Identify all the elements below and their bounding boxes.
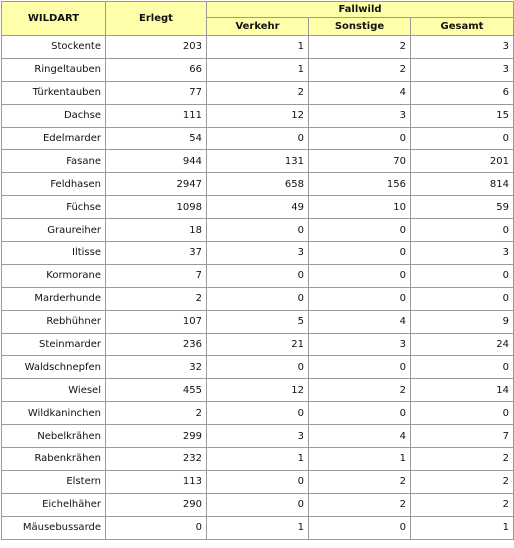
cell-erlegt: 0 [106,516,207,539]
cell-sonstige: 0 [309,242,411,265]
table-row [2,356,514,379]
cell-wildart: Türkentauben [2,81,106,104]
table-row [2,127,514,150]
cell-erlegt: 32 [106,356,207,379]
cell-verkehr: 1 [207,516,309,539]
cell-erlegt: 37 [106,242,207,265]
cell-erlegt: 299 [106,425,207,448]
cell-erlegt: 203 [106,36,207,59]
cell-sonstige: 1 [309,448,411,471]
cell-sonstige: 0 [309,402,411,425]
cell-verkehr: 3 [207,425,309,448]
cell-gesamt: 814 [411,173,514,196]
table-row [2,402,514,425]
cell-verkehr: 0 [207,493,309,516]
cell-sonstige: 3 [309,333,411,356]
cell-wildart: Marderhunde [2,287,106,310]
cell-erlegt: 236 [106,333,207,356]
cell-sonstige: 0 [309,287,411,310]
cell-gesamt: 59 [411,196,514,219]
cell-wildart: Ringeltauben [2,58,106,81]
cell-gesamt: 24 [411,333,514,356]
cell-erlegt: 2 [106,402,207,425]
cell-sonstige: 156 [309,173,411,196]
cell-gesamt: 0 [411,356,514,379]
cell-gesamt: 201 [411,150,514,173]
cell-wildart: Waldschnepfen [2,356,106,379]
cell-wildart: Eichelhäher [2,493,106,516]
cell-sonstige: 4 [309,425,411,448]
cell-erlegt: 2947 [106,173,207,196]
table-row [2,36,514,59]
cell-verkehr: 0 [207,402,309,425]
cell-sonstige: 2 [309,470,411,493]
cell-verkehr: 0 [207,287,309,310]
header-gesamt: Gesamt [411,18,514,36]
cell-gesamt: 2 [411,448,514,471]
cell-sonstige: 0 [309,264,411,287]
cell-gesamt: 3 [411,242,514,265]
table-row [2,287,514,310]
cell-verkehr: 1 [207,58,309,81]
cell-gesamt: 0 [411,219,514,242]
cell-gesamt: 0 [411,402,514,425]
cell-sonstige: 0 [309,516,411,539]
cell-wildart: Steinmarder [2,333,106,356]
cell-sonstige: 3 [309,104,411,127]
header-verkehr: Verkehr [207,18,309,36]
cell-gesamt: 15 [411,104,514,127]
cell-wildart: Kormorane [2,264,106,287]
cell-wildart: Feldhasen [2,173,106,196]
cell-sonstige: 0 [309,127,411,150]
cell-gesamt: 1 [411,516,514,539]
cell-sonstige: 70 [309,150,411,173]
cell-wildart: Wildkaninchen [2,402,106,425]
cell-verkehr: 1 [207,36,309,59]
cell-wildart: Fasane [2,150,106,173]
cell-verkehr: 0 [207,219,309,242]
table-row [2,173,514,196]
cell-erlegt: 944 [106,150,207,173]
cell-verkehr: 12 [207,104,309,127]
cell-gesamt: 0 [411,287,514,310]
table-row [2,470,514,493]
cell-verkehr: 1 [207,448,309,471]
table-row [2,81,514,104]
cell-wildart: Iltisse [2,242,106,265]
cell-wildart: Mäusebussarde [2,516,106,539]
cell-sonstige: 0 [309,356,411,379]
header-sonstige: Sonstige [309,18,411,36]
cell-erlegt: 2 [106,287,207,310]
wildlife-statistics-table [1,1,514,540]
cell-wildart: Rabenkrähen [2,448,106,471]
cell-gesamt: 2 [411,493,514,516]
cell-sonstige: 0 [309,219,411,242]
table-row [2,333,514,356]
cell-verkehr: 2 [207,81,309,104]
table-body [2,36,514,540]
wildlife-table-container [1,1,514,540]
cell-sonstige: 10 [309,196,411,219]
cell-sonstige: 2 [309,36,411,59]
table-row [2,219,514,242]
cell-sonstige: 4 [309,81,411,104]
table-header [2,2,514,36]
cell-gesamt: 3 [411,36,514,59]
cell-sonstige: 4 [309,310,411,333]
cell-verkehr: 658 [207,173,309,196]
cell-erlegt: 18 [106,219,207,242]
table-row [2,516,514,539]
table-row [2,493,514,516]
cell-wildart: Nebelkrähen [2,425,106,448]
cell-verkehr: 131 [207,150,309,173]
cell-erlegt: 113 [106,470,207,493]
header-erlegt: Erlegt [106,2,207,36]
cell-wildart: Rebhühner [2,310,106,333]
cell-sonstige: 2 [309,58,411,81]
cell-wildart: Füchse [2,196,106,219]
table-row [2,58,514,81]
cell-erlegt: 54 [106,127,207,150]
cell-erlegt: 232 [106,448,207,471]
cell-gesamt: 6 [411,81,514,104]
table-row [2,264,514,287]
cell-gesamt: 3 [411,58,514,81]
cell-erlegt: 1098 [106,196,207,219]
cell-sonstige: 2 [309,493,411,516]
cell-verkehr: 5 [207,310,309,333]
cell-gesamt: 14 [411,379,514,402]
cell-erlegt: 111 [106,104,207,127]
table-row [2,310,514,333]
cell-erlegt: 290 [106,493,207,516]
cell-verkehr: 21 [207,333,309,356]
cell-wildart: Dachse [2,104,106,127]
cell-erlegt: 66 [106,58,207,81]
cell-wildart: Stockente [2,36,106,59]
table-row [2,150,514,173]
cell-gesamt: 0 [411,127,514,150]
table-row [2,425,514,448]
cell-wildart: Wiesel [2,379,106,402]
cell-erlegt: 455 [106,379,207,402]
cell-verkehr: 49 [207,196,309,219]
cell-gesamt: 0 [411,264,514,287]
table-row [2,196,514,219]
cell-sonstige: 2 [309,379,411,402]
cell-erlegt: 77 [106,81,207,104]
cell-wildart: Elstern [2,470,106,493]
table-row [2,448,514,471]
cell-wildart: Edelmarder [2,127,106,150]
header-fallwild: Fallwild [207,2,514,18]
cell-gesamt: 7 [411,425,514,448]
cell-erlegt: 107 [106,310,207,333]
cell-verkehr: 12 [207,379,309,402]
table-row [2,104,514,127]
cell-wildart: Graureiher [2,219,106,242]
cell-verkehr: 0 [207,356,309,379]
cell-verkehr: 0 [207,127,309,150]
cell-verkehr: 0 [207,264,309,287]
table-row [2,242,514,265]
table-row [2,379,514,402]
cell-verkehr: 0 [207,470,309,493]
header-wildart: WILDART [2,2,106,36]
cell-erlegt: 7 [106,264,207,287]
cell-verkehr: 3 [207,242,309,265]
cell-gesamt: 2 [411,470,514,493]
cell-gesamt: 9 [411,310,514,333]
